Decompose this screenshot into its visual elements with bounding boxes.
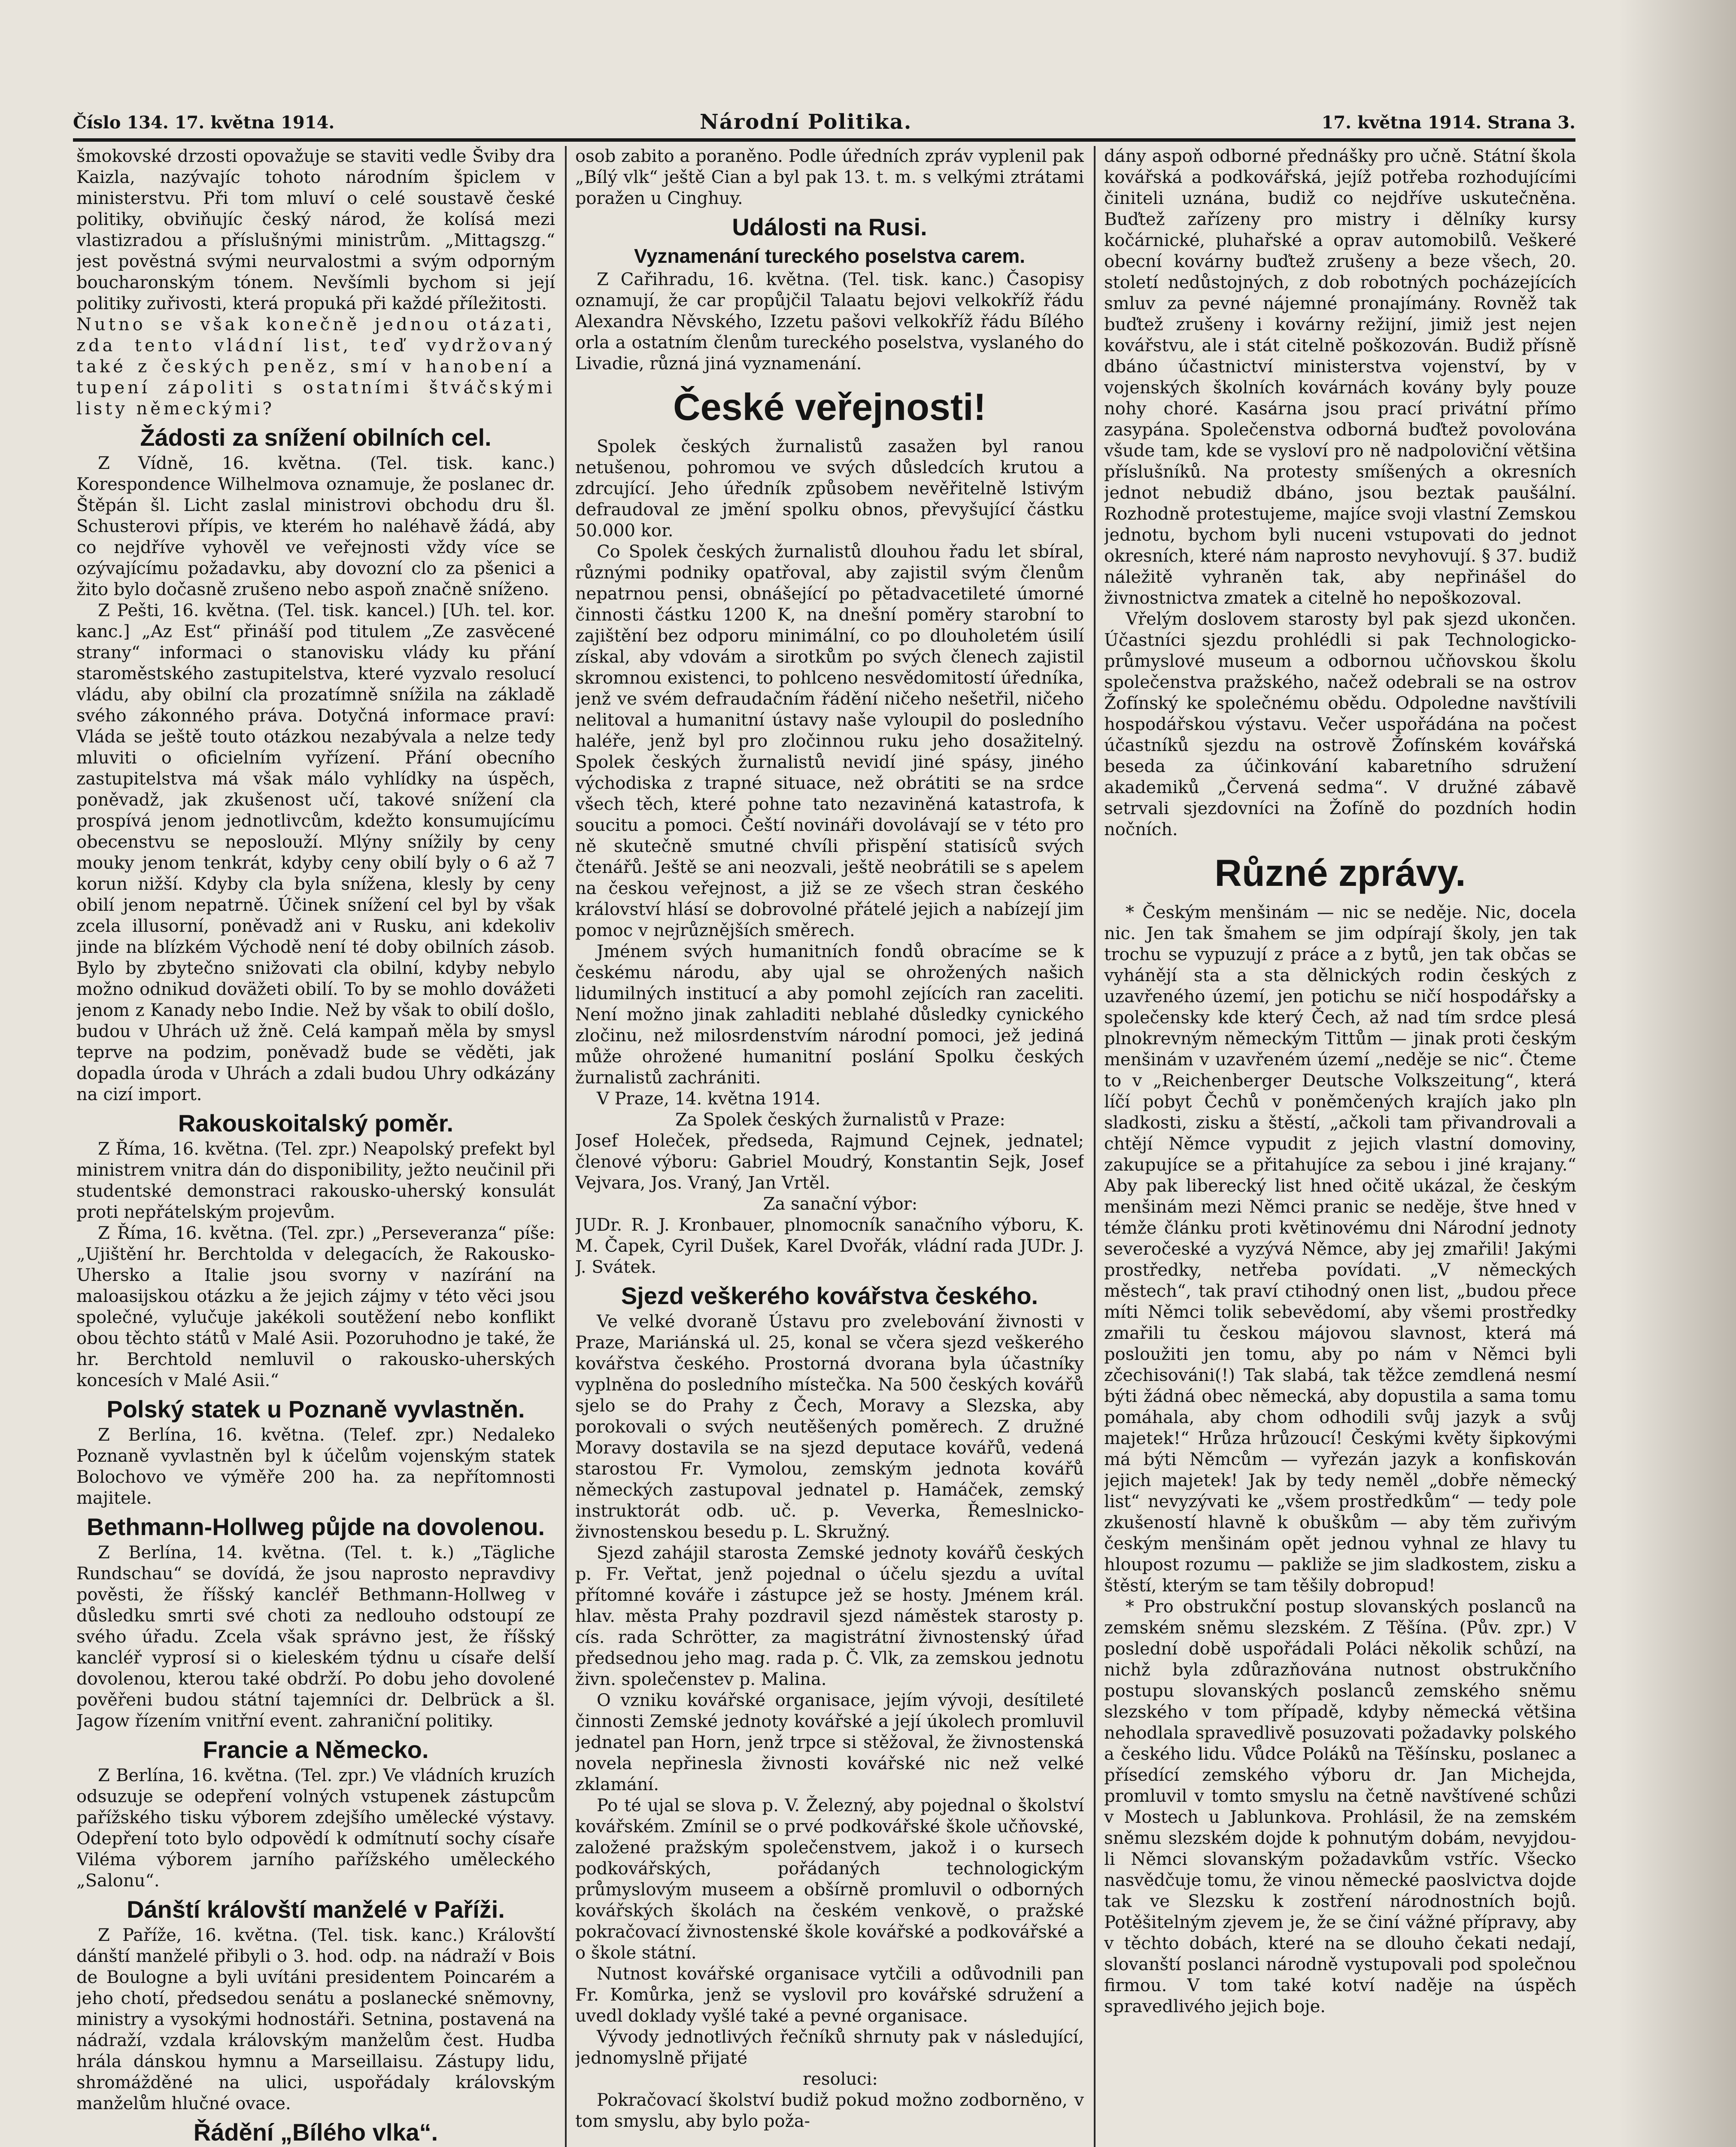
subheadline-turkish-embassy: Vyznamenání tureckého poselstva carem. — [634, 245, 1025, 267]
header-rule — [73, 138, 1575, 142]
appeal-signatory-heading: Za Spolek českých žurnalistů v Praze: — [675, 1110, 1005, 1130]
article-paragraph: Sjezd zahájil starosta Zemské jednoty kovářů českých p. Fr. Veřtat, jenž pojednal o účelu sjezdu a uvítal přítomné kováře i zástupce jež se hosty. Jménem král. hlav. města Prahy pozdravil sjezd náměstek starosty p. cís. rada Schrötter, za magistrátní živnostenský úřad předsednou jeho mag. rada p. Č. Vlk, za zemskou jednotu živn. společenstev p. Malina. — [575, 1543, 1084, 1689]
headline-blacksmiths-congress: Sjezd veškerého kovářstva českého. — [621, 1282, 1038, 1309]
article-paragraph: Z Cařihradu, 16. května. (Tel. tisk. kanc.) Časopisy oznamují, že car propůjčil Talaatu bejovi velkokříž řádu Alexandra Něvského, Izzetu pašovi velkokříž řádu Bílého orla a ostatním členům tureckého poselstva, vyslaného do Livadie, různá jiná vyznamenání. — [575, 270, 1084, 374]
article-paragraph: O vzniku kovářské organisace, jejím vývoji, desítileté činnosti Zemské jednoty kovářské a její úkolech promluvil jednatel pan Horn, jenž trpce si stěžoval, že živnostenská novela nepřinesla živnosti kovářské nic než velké zklamání. — [575, 1691, 1084, 1794]
article-paragraph: Nutnost kovářské organisace vytčili a odůvodnili pan Fr. Komůrka, jenž se vyslovil pro kovářské sdružení a uvedl doklady vyšlé také a pevné organisace. — [575, 1964, 1084, 2026]
rescue-committee-heading: Za sanační výbor: — [763, 1194, 918, 1214]
article-paragraph: Z Pešti, 16. května. (Tel. tisk. kancel.) [Uh. tel. kor. kanc.] „Az Est“ přináší pod titulem „Ze zasvěcené strany“ informaci o stanovisku vlády ku přání staroměstského zastupitelstva, které vyzvalo resolucí vládu, aby obilní cla prozatímně snížila na základě svého zákonného práva. Dotyčná informace praví: Vláda se ještě touto otázkou nezabývala a nelze tedy mluviti o oficielním vyřízení. Přání obecního zastupitelstva má však málo vyhlídky na úspěch, poněvadž, jak zkušenost učí, takové snížení cla prospívá jenom jednotlivcům, kdežto konsumujícímu obecenstvu se neposlouží. Mlýny snížily by ceny mouky jenom tenkrát, kdyby ceny obilí byly o 6 až 7 korun nižší. Kdyby cla byla snížena, klesly by ceny obilí jenom nepatrně. Účinek snížení cel byl by však zcela illusorní, poněvadž ani v Rusku, ani kdekoliv jinde na blízkém Východě není té doby obilních zásob. Bylo by zbytečno snižovati cla obilní, kdyby nebylo možno odnikud doväžeti obilí. To by se mohlo dovážeti jenom z Kanady nebo Indie. Než by však to obilí došlo, budou v Uhrách už žně. Celá kampaň měla by smysl teprve na podzim, poněvadž bude se věděti, jak dopadla úroda v Uhrách a zdali budou Uhry odkázány na cizí import. — [76, 601, 555, 1104]
article-paragraph: Z Berlína, 16. května. (Telef. zpr.) Nedaleko Poznaně vyvlastněn byl k účelům vojenským statek Bolochovo ve výměře 200 ha. za nepřítomnosti majitele. — [76, 1425, 555, 1508]
article-paragraph: Z Paříže, 16. května. (Tel. tisk. kanc.) Královští dánští manželé přibyli o 3. hod. odp. na nádraží v Bois de Boulogne a byli uvítáni presidentem Poincarém a jeho chotí, předsedou senátu a poslanecké sněmovny, ministry a vysokými hodnostáři. Setnina, postavená na nádraží, vzdala královským manželům čest. Hudba hrála dánskou hymnu a Marseillaisu. Zástupy lidu, shromážděné na ulici, uspořádaly královským manželům hlučné ovace. — [76, 1925, 555, 2114]
masthead — [73, 107, 1575, 137]
article-paragraph: Ve velké dvoraně Ústavu pro zvelebování živnosti v Praze, Mariánská ul. 25, konal se včera sjezd veškerého kovářstva českého. Prostorná dvorana byla účastníky vyplněna do posledního místečka. Na 500 českých kovářů sjelo se do Prahy z Čech, Moravy a Slezska, aby porokovali o svých neutěšených poměrech. Z družné Moravy dostavila se na sjezd deputace kovářů, vedená starostou Fr. Vymolou, zemským jednota kovářů německých zastupoval jednatel p. Hamáček, zemský instruktorát odb. uč. p. Veverka, Řemeslnicko-živnostenskou besedu p. L. Skružný. — [575, 1312, 1084, 1542]
article-continuation: osob zabito a poraněno. Podle úředních zpráv vyplenil pak „Bílý vlk“ ještě Cian a byl pak 13. t. m. s velkými ztrátami poražen u Cinghuy. — [575, 146, 1084, 208]
headline-various-news: Různé zprávy. — [1214, 852, 1466, 894]
headline-grain-duty: Žádosti za snížení obilních cel. — [140, 424, 492, 451]
article-paragraph: Z Berlína, 14. května. (Tel. t. k.) „Tägliche Rundschau“ se dovídá, že jsou naprosto nepravdivy pověsti, že říšský kancléř Bethmann-Hollweg v důsledku smrti své choti za nedlouho odstoupí ze svého úřadu. Zcela však správno jest, že říšský kancléř vyprosí si o kieleském týdnu u císaře delší dovolenou, kterou také obdrží. Po dobu jeho dovolené pověřeni budou státní tajemníci dr. Delbrück a šl. Jagow řízením vnitřní event. zahraniční politiky. — [76, 1543, 555, 1731]
rescue-committee-members: JUDr. R. J. Kronbauer, plnomocník sanačního výboru, K. M. Čapek, Cyril Dušek, Karel Dvořák, vládní rada JUDr. J. J. Svátek. — [575, 1215, 1084, 1277]
article-paragraph: Jménem svých humanitních fondů obracíme se k českému národu, aby ujal se ohrožených našich lidumilných institucí a aby pomohl zejících ran zaceliti. Není možno jinak zahladiti neblahé důsledky cynického zločinu, než milosrdenstvím národní pomoci, jež jediná může ohrožené humanitní poslání Spolku českých žurnalistů zachrániti. — [575, 942, 1084, 1088]
headline-white-wolf: Řádění „Bílého vlka“. — [193, 2119, 438, 2146]
resolution-label: resoluci: — [803, 2069, 878, 2089]
article-paragraph: Z Berlína, 16. května. (Tel. zpr.) Ve vládních kruzích odsuzuje se odepření volných vstupenek zástupcům pařížského tisku výborem zdejšího umělecké výstavy. Odepření toto bylo odpovědí k odmítnutí sochy císaře Viléma výborem jarního pařížského uměleckého „Salonu“. — [76, 1766, 555, 1891]
news-item: * Českým menšinám — nic se neděje. Nic, docela nic. Jen tak šmahem se jim odpírají školy, jen tak trochu se vypuzují z práce a z bytů, jen tak občas se vyhánějí sta a sta dělnických rodin českých z uzavřeného území, jen potichu se ničí hospodářsky a společensky kde který Čech, až nad tím srdce plesá plnokrevným německým Tittům — jinak proti českým menšinám v uzavřeném území „neděje se nic“. Čteme to v „Reichenberger Deutsche Volkszeitung“, která líčí pobyt Čechů v poněmčených krajích jako pln sladkosti, zisku a štěstí, „ačkoli tam přivandrovali a chtějí Němce vypudit z jejich vlastní domoviny, zakupujíce se a přitahujíce za sebou i jiné krajany.“ Aby pak liberecký list hned očitě ukázal, že českým menšinám mezi Němci pranic se neděje, štve hned v témže článku proti květinovému dni Národní jednoty severočeské a vyzývá Němce, aby jej zmařili! Jakými prostředky, netřeba povídati. „V německých městech“, tak praví ctihodný onen list, „budou přece míti Němci tolik sebevědomí, aby všemi prostředky zmařili tu českou májovou slavnost, která má posloužiti jen tomu, aby po nám v Němci byli zčechisováni(!) Tak slabá, tak těžce zemdlená nesmí býti žádná obec německá, aby dopustila a sama tomu pomáhala, aby chom odhodili svůj jazyk a svůj majetek!“ Hrůza hrůzoucí! Českými květy šipkovými má býti Němcům — vyřezán jazyk a konfiskován jejich majetek! Jak by tedy neměl „dobře německý list“ nevyzývati ke „všem prostředkům“ — tedy pole zkušeností hlavně k obuškům — aby těm zuřivým českým menšinám opět jednou vyhnal ze hlavy tu hloupost rozumu — pakliže se jim sladkostem, zisku a štěstí, kterým se tam těšily dobropud! — [1104, 903, 1576, 1596]
article-paragraph: Z Říma, 16. května. (Tel. zpr.) Neapolský prefekt byl ministrem vnitra dán do disponibility, ježto neučinil při studentské demonstraci rakousko-uherský konsulát proti nepřátelským projevům. — [76, 1139, 555, 1222]
article-continuation: dány aspoň odborné přednášky pro učně. Státní škola kovářská a podkovářská, jejíž potřeba rozhodujícími činiteli uznána, budiž co nejdříve uskutečněna. Buďtež zařízeny pro mistry i dělníky kursy kočárnické, pluhařské a oprav automobilů. Veškeré obecní kovárny buďtež zrušeny a beze všech, 20. století nedůstojných, z dob robotných pocházejících smluv za pevné nájemné pronajímány. Rovněž tak buďtež zrušeny i kovárny režijní, jimiž jest nejen kovářstvu, ale i stát citelně poškozován. Budiž přísně dbáno účastnictví ministerstva vojenství, by v vojenských školních kovárnách kovány byly pouze nohy choré. Kasárna jsou prací privátní přímo zasypána. Společenstva odborná buďtež povolována všude tam, kde se vysloví pro ně nadpoloviční většina příslušníků. Na protesty smíšených a okresních jednot nebudiž dbáno, jsou beztak paušální. Rozhodně protestujeme, majíce svoji vlastní Zemskou jednotu, bychom byli nuceni vstupovati do jednot okresních, které nám naprosto nevyhovují. § 37. budiž náležitě vyhraněn tak, aby nepřinášel do živnostnictva zmatek a citelně ho nepoškozoval. — [1104, 146, 1576, 608]
headline-russia: Události na Rusi. — [732, 213, 927, 240]
article-paragraph: Vřelým doslovem starosty byl pak sjezd ukončen. Účastníci sjezdu prohlédli si pak Technologicko-průmyslové museum a odbornou učňovskou školu společenstva pražského, načež odebrali se na ostrov Žofínský ke společnému obědu. Odpoledne navštívili hospodářskou výstavu. Večer uspořádána na počest účastníků sjezdu na ostrově Žofínském kovářská beseda za účinkování kabaretního sdružení akademiků „Červená sedma“. V družné zábavě setrvali sjezdovníci na Žofíně do pozdních hodin nočních. — [1104, 609, 1576, 839]
article-emphasis: Nutno se však konečně jednou otázati, zda tento vládní list, teď vydržovaný také z českých peněz, smí v hanobení a tupení zápoliti s ostatními štváčskými listy německými? — [76, 315, 555, 419]
column-2 — [575, 146, 1084, 2147]
appeal-signatories: Josef Holeček, předseda, Rajmund Cejnek, jednatel; členové výboru: Gabriel Moudrý, Konstantin Sejk, Josef Vejvara, Jos. Vraný, Jan Vrtěl. — [575, 1131, 1084, 1193]
issue-number: Číslo 134. 17. května 1914. — [73, 113, 335, 133]
article-paragraph: Co Spolek českých žurnalistů dlouhou řadu let sbíral, různými podniky opatřoval, aby zajistil svým členům nepatrnou pensi, obnášející po pětadvacetileté úmorné činnosti částku 1200 K, na dnešní poměry starobní to zajištění bez odporu minimální, co po dlouholetém úsilí získal, aby vdovám a sirotkům po svých členech zajistil skromnou existenci, to pohlceno nesvědomitostí úředníka, jenž ve svém defraudačním řádění ničeho nešetřil, ničeho nelitoval a humanitní ústavy naše vyloupil do posledního haléře, jenž byl pro zločinnou ruku jeho dosažitelný. Spolek českých žurnalistů nevidí jiné spásy, jiného východiska z trapné situace, než obrátiti se na srdce všech těch, které pohne tato nezaviněná katastrofa, k soucitu a pomoci. Čeští novináři dovolávají se v této pro ně skutečně smutné chvíli přispění statisíců svých čtenářů. Ještě se ani neozvali, ještě neobrátili se s apelem na českou veřejnost, a již se ze všech stran českého království hlásí se dobrovolné přátelé jejich a nabízejí jim pomoc v nejrůznějších směrech. — [575, 542, 1084, 940]
headline-france-germany: Francie a Německo. — [203, 1736, 429, 1763]
column-3 — [1104, 146, 1576, 2147]
newspaper-title: Národní Politika. — [700, 110, 912, 134]
headline-danish-royals: Dánští královští manželé v Paříži. — [127, 1896, 505, 1923]
date-and-page: 17. května 1914. Strana 3. — [1321, 113, 1575, 133]
article-paragraph: Po té ujal se slova p. V. Železný, aby pojednal o školství kovářském. Zmínil se o prvé podkovářské škole učňovské, založené pražským společenstvem, jakož i o kursech podkovářských, pořádaných technologickým průmyslovým museem a obšírně promluvil o odborných kovářských školách na českém venkově, o pražské pokračovací živnostenské škole kovářské a podkovářské a o škole státní. — [575, 1796, 1084, 1963]
article-paragraph: Pokračovací školství budiž pokud možno zodborněno, v tom smyslu, aby bylo poža- — [575, 2090, 1084, 2131]
news-item: * Pro obstrukční postup slovanských poslanců na zemském sněmu slezském. Z Těšína. (Pův. zpr.) V poslední době uspořádali Poláci několik schůzí, na nichž byla zdůrazňována nutnost obstrukčního postupu slovanských poslanců zemského sněmu slezského v tom případě, kdyby německá většina nehodlala spravedlivě posuzovati požadavky polského a českého lidu. Vůdce Poláků na Těšínsku, poslanec a přísedící zemského výboru dr. Jan Michejda, promluvil v tomto smyslu na četně navštívené schůzi v Mostech u Jablunkova. Prohlásil, že na zemském sněmu slezském dojde k pohnutým dobám, nevyjdou-li Němci slovanským požadavkům vstříc. Všecko nasvědčuje tomu, že vinou německé paoslvictva dojde tak ve Slezsku k zostření národnostních bojů. Potěšitelným zjevem je, že se činí vážné přípravy, aby v těchto dobách, které na se dlouho čekati nedají, slovanští poslanci národně vystupovali pod společnou firmou. V tom také kotví naděje na úspěch spravedlivého jejich boje. — [1104, 1597, 1576, 2016]
article-paragraph: Vývody jednotlivých řečníků shrnuty pak v následující, jednomyslně přijaté — [575, 2027, 1084, 2068]
page-edge-shadow — [1618, 0, 1736, 2147]
headline-czech-public: České veřejnosti! — [673, 386, 986, 428]
headline-polish-estate: Polský statek u Poznaně vyvlastněn. — [106, 1396, 525, 1423]
column-divider-2 — [1094, 146, 1096, 2147]
appeal-date: V Praze, 14. května 1914. — [597, 1089, 821, 1109]
column-1 — [76, 146, 555, 2147]
column-divider-1 — [565, 146, 567, 2147]
article-paragraph: Z Vídně, 16. května. (Tel. tisk. kanc.) Korespondence Wilhelmova oznamuje, že poslanec dr. Štěpán šl. Licht zaslal ministrovi obchodu dru šl. Schusterovi přípis, ve kterém ho naléhavě žádá, aby co nejdříve vyhověl ve veřejnosti vždy více se ozývajícímu požadavku, aby dovozní clo za pšenici a žito bylo dočasně zrušeno nebo aspoň značně sníženo. — [76, 453, 555, 599]
article-paragraph: Spolek českých žurnalistů zasažen byl ranou netušenou, pohromou ve svých důsledcích krutou a zdrcující. Jeho úředník způsobem nevěřitelně lstivým defraudoval ze jmění spolku obnos, převyšující částku 50.000 kor. — [575, 437, 1084, 541]
article-paragraph: Z Říma, 16. května. (Tel. zpr.) „Perseveranza“ píše: „Ujištění hr. Berchtolda v delegacích, že Rakousko-Uhersko a Italie jsou svorny v nazírání na maloasijskou otázku a že jejich zájmy v této věci jsou společné, vylučuje jakékoli soutěžení nebo konflikt obou těchto států v Malé Asii. Pozoruhodno je také, že hr. Berchtold nemluvil o rakousko-uherských koncesích v Malé Asii.“ — [76, 1223, 555, 1390]
headline-bethmann-hollweg: Bethmann-Hollweg půjde na dovolenou. — [86, 1513, 545, 1540]
headline-austro-italian: Rakouskoitalský poměr. — [178, 1110, 454, 1137]
article-continuation: šmokovské drzosti opovažuje se staviti vedle Šviby dra Kaizla, nazývajíc tohoto národním špiclem v ministerstvu. Při tom mluví o celé soustavě české politiky, obviňujíc český národ, že kolísá mezi vlastizradou a příslušnými ministrům. „Mittagszg.“ jest pověstná svými neurvalostmi a svým odporným boucharonským tónem. Nevšímli bychom si její politiky zuřivosti, která propuká při každé příležitosti. — [76, 146, 555, 313]
